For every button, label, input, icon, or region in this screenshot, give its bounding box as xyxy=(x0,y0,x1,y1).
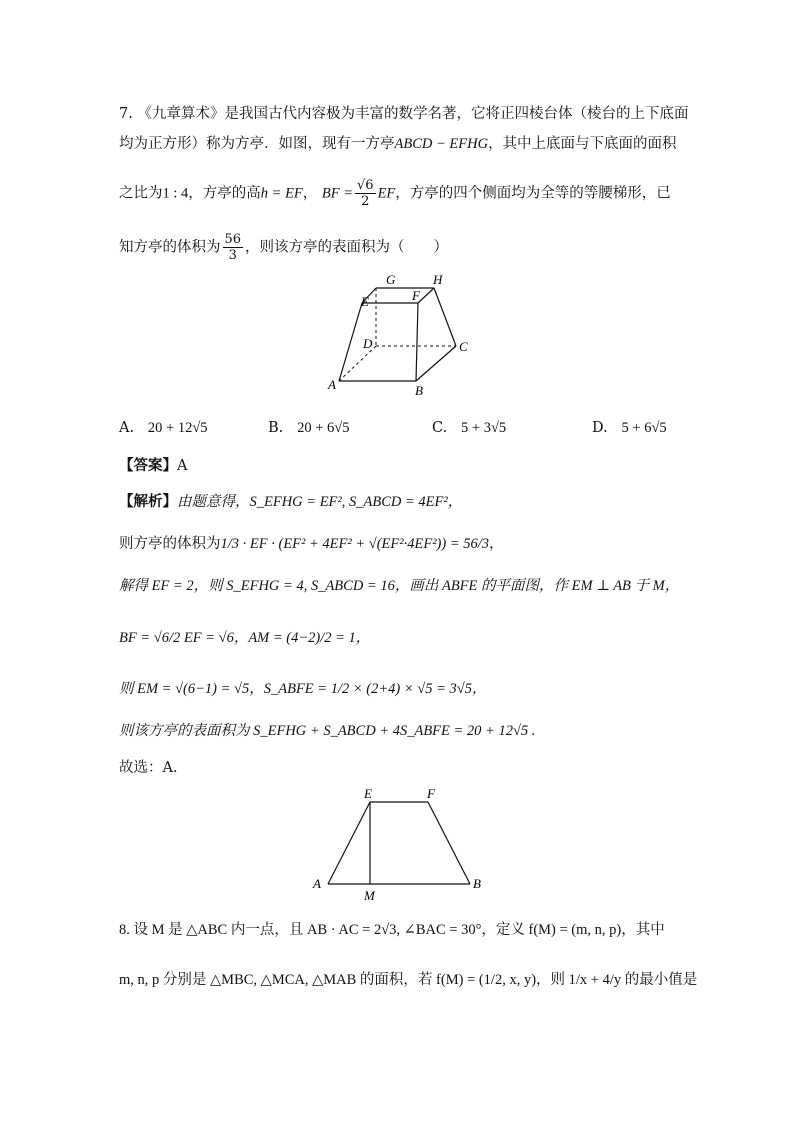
q7-height-label: ，方亭的高 xyxy=(188,185,261,202)
q7-line-3-tail: ，方亭的四个侧面均为全等的等腰梯形，已 xyxy=(395,185,671,202)
analysis-step-2-formula: 1/3 · EF · (EF² + 4EF² + √(EF²·4EF²)) = 56/3 xyxy=(220,536,490,552)
analysis-line-6 xyxy=(119,721,535,741)
label-m2: M xyxy=(364,888,375,903)
q7-solid-name: ABCD − EFHG xyxy=(394,136,489,152)
q7-bf-fraction xyxy=(355,178,376,209)
analysis-step-6: 则该方亭的表面积为 S_EFHG + S_ABCD + 4S_ABFE = 20 + 12√5 . xyxy=(119,723,536,739)
q7-volume-den: 3 xyxy=(228,248,237,263)
q7-line-2 xyxy=(119,134,677,154)
label-f: F xyxy=(412,288,420,303)
label-e: E xyxy=(361,294,369,309)
option-b-text: 20 + 6√5 xyxy=(297,420,350,436)
option-a[interactable] xyxy=(119,420,208,437)
analysis-line-3 xyxy=(119,576,679,596)
option-c-letter: C. xyxy=(432,420,448,436)
analysis-line-1 xyxy=(119,492,462,512)
option-b[interactable] xyxy=(268,420,349,437)
frustum-figure xyxy=(320,268,480,400)
label-b: B xyxy=(415,383,423,398)
label-d: D xyxy=(363,336,373,351)
label-a2: A xyxy=(313,876,321,891)
label-b2: B xyxy=(473,876,481,891)
q7-volume-label: 知方亭的体积为 xyxy=(119,239,221,256)
option-b-letter: B. xyxy=(268,420,284,436)
analysis-conclusion: 故选：A. xyxy=(119,760,178,776)
analysis-step-2-label: 则方亭的体积为 xyxy=(119,536,221,552)
q8-line-1-text: 8. 设 M 是 △ABC 内一点，且 AB · AC = 2√3, ∠BAC = 30°，定义 f(M) = (m, n, p)，其中 xyxy=(119,922,665,938)
q7-bf-eq: BF = xyxy=(321,185,354,202)
q7-line-1 xyxy=(119,104,688,124)
label-e2: E xyxy=(364,786,372,801)
q8-line-2-text: m, n, p 分别是 △MBC, △MCA, △MAB 的面积，若 f(M) = (1/2, x, y)，则 1/x + 4/y 的最小值是 xyxy=(119,972,698,988)
option-d-text: 5 + 6√5 xyxy=(621,420,667,436)
option-d-letter: D. xyxy=(592,420,608,436)
q7-bf-ef: EF xyxy=(377,185,396,202)
q7-volume-fraction xyxy=(223,232,244,263)
q7-height-eq: h = EF xyxy=(260,185,303,202)
analysis-line-4 xyxy=(119,628,370,648)
q7-ratio: 1 : 4 xyxy=(162,185,189,202)
q7-bf-den: 2 xyxy=(361,194,370,209)
q8-line-2 xyxy=(119,970,697,990)
q7-line-3 xyxy=(119,178,671,209)
q7-line-2-text: 均为正方形）称为方亭．如图，现有一方亭 xyxy=(119,136,395,152)
q7-bf-num: √6 xyxy=(357,178,374,193)
q7-question-tail: ，则该方亭的表面积为（ ） xyxy=(245,239,449,256)
q8-line-1 xyxy=(119,920,665,940)
trapezoid-figure xyxy=(306,784,496,906)
q7-line-2-tail: ，其中上底面与下底面的面积 xyxy=(488,136,677,152)
q7-line-1-text: 7. 《九章算术》是我国古代内容极为丰富的数学名著，它将正四棱台体（棱台的上下底面 xyxy=(119,106,689,122)
option-c[interactable] xyxy=(432,420,506,437)
analysis-step-3: 解得 EF = 2，则 S_EFHG = 4, S_ABCD = 16，画出 ABFE 的平面图，作 EM ⊥ AB 于 M， xyxy=(119,578,680,594)
option-a-text: 20 + 12√5 xyxy=(147,420,208,436)
answer-line xyxy=(119,456,187,476)
analysis-step-4: BF = √6/2 EF = √6，AM = (4−2)/2 = 1， xyxy=(119,630,371,646)
analysis-step-1: 由题意得，S_EFHG = EF², S_ABCD = 4EF²， xyxy=(177,494,463,510)
q7-ratio-label: 之比为 xyxy=(119,185,163,202)
label-f2: F xyxy=(427,786,435,801)
label-a: A xyxy=(328,377,336,392)
label-g: G xyxy=(386,272,396,287)
option-a-letter: A. xyxy=(119,420,135,436)
analysis-line-2 xyxy=(119,534,504,554)
label-c: C xyxy=(459,339,468,354)
analysis-label: 【解析】 xyxy=(119,493,177,510)
answer-label: 【答案】 xyxy=(119,457,177,474)
option-c-text: 5 + 3√5 xyxy=(461,420,507,436)
q7-volume-num: 56 xyxy=(224,232,242,247)
analysis-line-5 xyxy=(119,679,486,699)
label-h: H xyxy=(433,272,443,287)
q7-comma: ， xyxy=(302,185,318,202)
analysis-step-2-tail: ， xyxy=(489,536,504,552)
q7-line-4 xyxy=(119,232,448,263)
analysis-step-5: 则 EM = √(6−1) = √5，S_ABFE = 1/2 × (2+4) × √5 = 3√5， xyxy=(119,681,487,697)
analysis-line-7 xyxy=(119,758,178,778)
answer-value: A xyxy=(177,458,188,474)
option-d[interactable] xyxy=(592,420,667,437)
